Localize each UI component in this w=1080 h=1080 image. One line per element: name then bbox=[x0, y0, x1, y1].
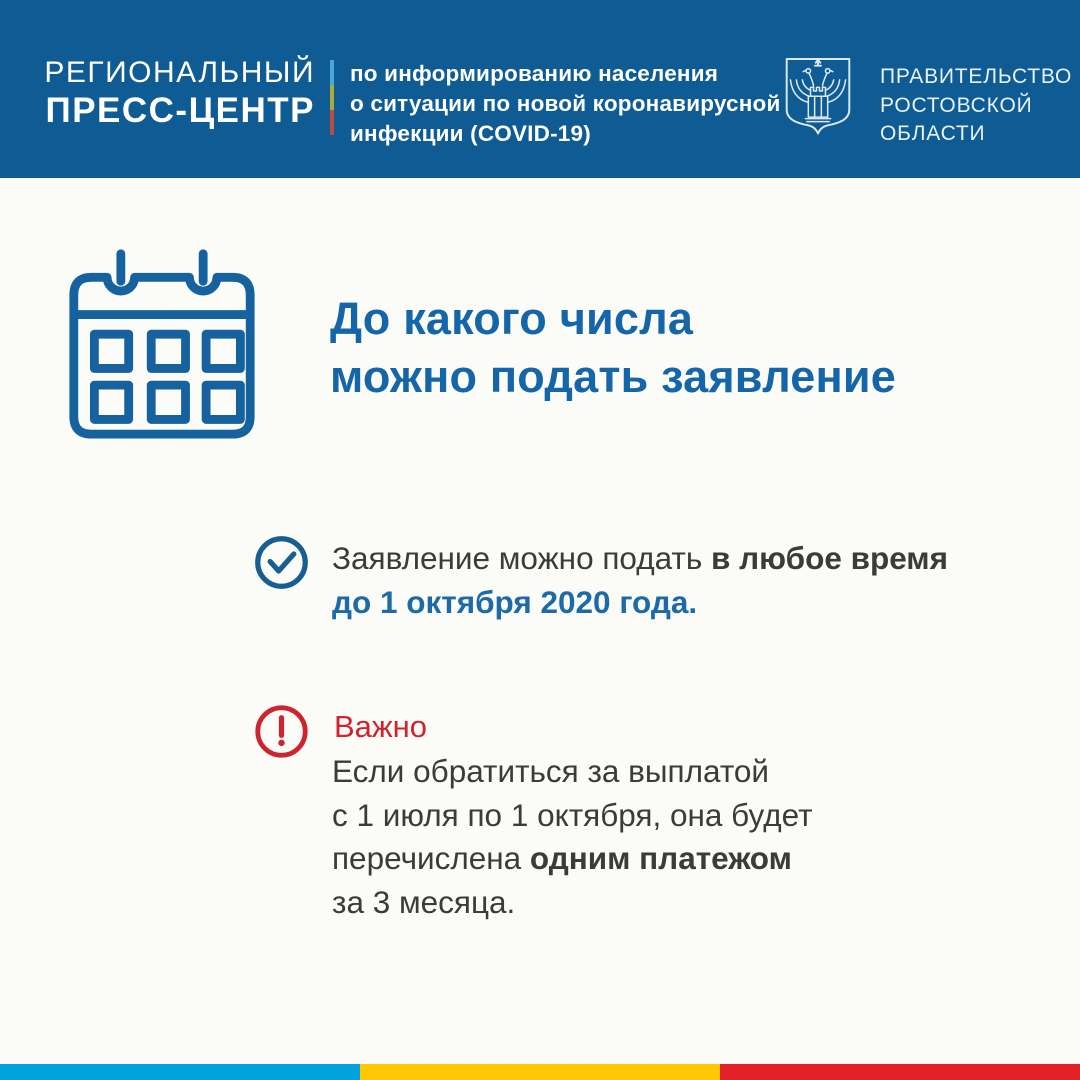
point-text-bold: в любое время bbox=[711, 540, 948, 576]
header-bar bbox=[0, 0, 1080, 178]
point-deadline-text bbox=[332, 537, 948, 624]
title-line: До какого числа bbox=[330, 293, 694, 344]
important-line bbox=[332, 837, 813, 881]
subtitle-line: по информированию населения bbox=[350, 61, 719, 86]
important-line: с 1 июля по 1 октября, она будет bbox=[332, 796, 813, 833]
divider-segment-yellow bbox=[330, 85, 334, 110]
check-circle-icon bbox=[253, 534, 310, 591]
rostov-coat-of-arms-icon bbox=[779, 56, 857, 138]
title-line: можно подать заявление bbox=[330, 351, 896, 402]
exclamation-circle-icon bbox=[253, 703, 310, 760]
subtitle-line: о ситуации по новой коронавирусной bbox=[350, 91, 781, 116]
government-title bbox=[880, 63, 1072, 149]
government-line: ПРАВИТЕЛЬСТВО bbox=[880, 65, 1073, 88]
footer-stripe-blue bbox=[0, 1064, 360, 1080]
page-title bbox=[330, 290, 896, 406]
government-line: ОБЛАСТИ bbox=[880, 122, 986, 145]
important-line: за 3 месяца. bbox=[332, 883, 516, 920]
divider-segment-blue bbox=[330, 60, 334, 85]
calendar-icon bbox=[64, 238, 260, 446]
press-center-logo bbox=[40, 55, 315, 131]
tricolor-footer-stripe bbox=[0, 1064, 1080, 1080]
point-line bbox=[332, 537, 948, 581]
point-text-date: до 1 октября 2020 года. bbox=[332, 583, 698, 620]
logo-line-regional: РЕГИОНАЛЬНЫЙ bbox=[44, 56, 315, 89]
footer-stripe-red bbox=[720, 1064, 1080, 1080]
point-text-regular: Заявление можно подать bbox=[332, 540, 712, 576]
header-subtitle bbox=[350, 59, 781, 149]
government-line: РОСТОВСКОЙ bbox=[880, 93, 1033, 117]
footer-stripe-yellow bbox=[360, 1064, 720, 1080]
important-label: Важно bbox=[334, 709, 428, 744]
important-text-regular: перечислена bbox=[332, 840, 530, 876]
subtitle-line: инфекции (COVID-19) bbox=[350, 121, 591, 146]
important-text-bold: одним платежом bbox=[529, 840, 792, 876]
important-line: Если обратиться за выплатой bbox=[332, 753, 770, 789]
tricolor-divider bbox=[330, 60, 334, 135]
logo-line-press-center: ПРЕСС-ЦЕНТР bbox=[45, 91, 315, 130]
important-paragraph bbox=[332, 750, 813, 924]
divider-segment-red bbox=[330, 110, 334, 135]
